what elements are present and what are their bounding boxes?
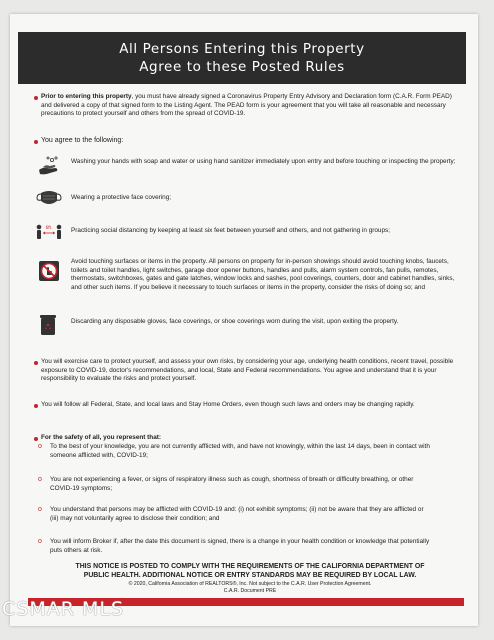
rule-text: Discarding any disposable gloves, face coverings, or shoe coverings worn during the visit, upon exiting the property. — [71, 318, 399, 325]
intro-text: , you must have already signed a Coronavirus Property Entry Advisory and Declaration form (C.A.R. Form PEAD) and delivered a copy of that signed form to the Listing Agent. The PEAD form is your agreement that you will take all reasonable and necessary precautions to protect yourself and others from the spread of COVID-19. — [41, 93, 452, 118]
circle-bullet: o — [38, 476, 42, 483]
rule-text: Wearing a protective face covering; — [71, 194, 172, 201]
distance-label: 6ft. — [45, 225, 53, 230]
bullet-marker — [34, 140, 38, 144]
safety-item: You are not experiencing a fever, or signs of respiratory illness such as cough, shortness of breath or difficulty breathing, or other COVID-19 symptoms; — [50, 476, 414, 492]
bullet-marker — [34, 437, 38, 441]
header-line-2: Agree to these Posted Rules — [139, 59, 345, 75]
safety-heading: For the safety of all, you represent that: — [41, 434, 162, 441]
notice-line-2: PUBLIC HEALTH. ADDITIONAL NOTICE OR ENTRY STANDARDS MAY BE REQUIRED BY LOCAL LAW. — [83, 572, 417, 579]
mls-watermark: CSMAR MLS — [2, 598, 124, 620]
rule-text: Washing your hands with soap and water or using hand sanitizer immediately upon entry and before touching or inspecting the property; — [71, 158, 456, 165]
document-id: C.A.R. Document PRE — [223, 588, 277, 594]
rule-text: Avoid touching surfaces or items in the property. All persons on property for in-person showings should avoid touching knobs, faucets, toilets and toilet handles, light switches, garage door opener buttons, handles and pulls, alarm system controls, fan pulls, remotes, thermostats, switchboxes, gates and gate latches, window locks and sashes, pool coverings, counters, door and cabinet handles, sinks, and other such items. If you believe it necessary to touch surfaces or items in the property, consider the risks of doing so; and — [71, 258, 455, 291]
safety-item: You will inform Broker if, after the date this document is signed, there is a change in your health condition or knowledge that potentially puts others at risk. — [50, 538, 430, 554]
circle-bullet: o — [38, 443, 42, 450]
laws-paragraph: You will follow all Federal, State, and local laws and Stay Home Orders, even though such laws and orders may be changing rapidly. — [41, 401, 415, 408]
rule-text: Practicing social distancing by keeping at least six feet between yourself and others, and not gathering in groups; — [71, 227, 391, 234]
intro-lead: Prior to entering this property — [41, 93, 132, 100]
intro-paragraph — [41, 93, 459, 119]
no-touch-icon — [38, 260, 60, 282]
notice-header — [18, 32, 466, 84]
hand-washing-icon — [36, 155, 62, 179]
bullet-marker — [34, 361, 38, 365]
safety-item: You understand that persons may be afflicted with COVID-19 and: (i) not exhibit symptoms; (ii) not be aware that they are afflicted or (iii) may not voluntarily agree to disclose their condition; and — [50, 506, 424, 522]
copyright-line: © 2020, California Association of REALTORS®, Inc. Not subject to the C.A.R. User Protection Agreement. — [128, 581, 372, 587]
header-line-1: All Persons Entering this Property — [119, 41, 365, 57]
face-mask-icon — [36, 188, 62, 208]
circle-bullet: o — [38, 538, 42, 545]
trash-can-icon — [38, 313, 58, 337]
circle-bullet: o — [38, 506, 42, 513]
agree-heading: You agree to the following: — [41, 137, 124, 144]
bullet-marker — [34, 96, 38, 100]
bullet-marker — [34, 404, 38, 408]
social-distance-icon — [34, 221, 64, 243]
care-paragraph: You will exercise care to protect yourself, and assess your own risks, by considering your age, underlying health conditions, recent travel, possible exposure to COVID-19, doctor's recommendations, and local, State and Federal recommendations. You agree and understand that it is your responsibility to evaluate the risks and protect yourself. — [41, 358, 454, 383]
safety-item: To the best of your knowledge, you are not currently afflicted with, and have not knowingly, within the last 14 days, been in contact with someone afflicted with, COVID-19; — [50, 443, 430, 459]
notice-line-1: THIS NOTICE IS POSTED TO COMPLY WITH THE REQUIREMENTS OF THE CALIFORNIA DEPARTMENT OF — [75, 563, 425, 570]
